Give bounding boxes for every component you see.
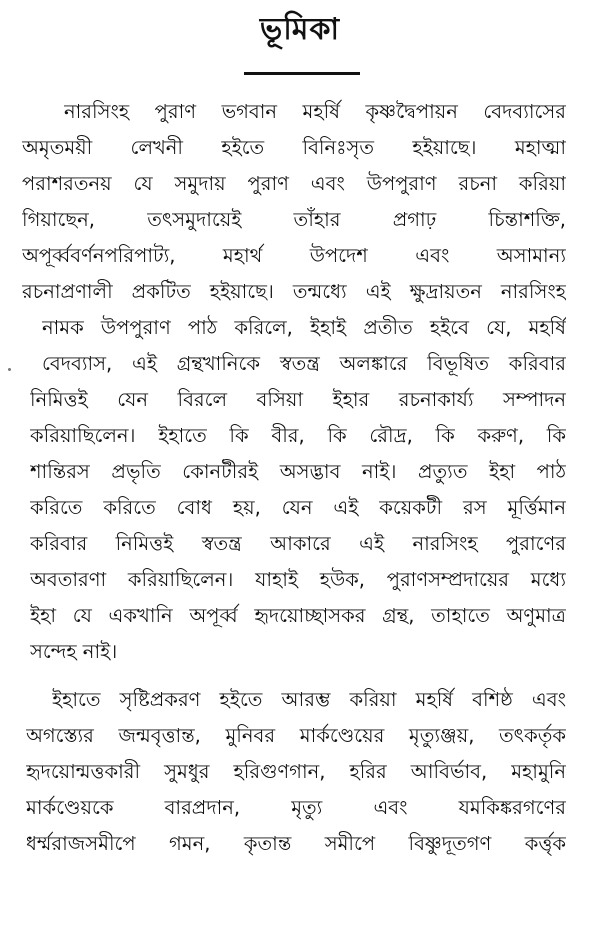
paragraph-2: [26, 682, 566, 862]
text-line: করিয়াছিলেন। ইহাতে কি বীর, কি রৌদ্র, কি করুণ, কি: [30, 424, 566, 447]
text-line: হৃদয়োন্মত্তকারী সুমধুর হরিগুণগান, হরির আবির্ভাব, মহামুনি: [26, 760, 566, 783]
text-line: করিতে করিতে বোধ হয়, যেন এই কয়েকটী রস মূর্ত্তিমান: [30, 496, 566, 519]
text-line: গিয়াছেন, তৎসমুদায়েই তাঁহার প্রগাঢ় চিন্তাশক্তি,: [22, 208, 566, 231]
text-line: সন্দেহ নাই।: [30, 640, 118, 663]
text-line: ধর্ম্মরাজসমীপে গমন, কৃতান্ত সমীপে বিষ্ণুদূতগণ কর্ত্তৃক: [26, 832, 566, 855]
text-line: মার্কণ্ডেয়কে বারপ্রদান, মৃত্যু এবং যমকিঙ্করগণের: [26, 796, 566, 819]
text-line: বেদব্যাস, এই গ্রন্থখানিকে স্বতন্ত্র অলঙ্কারে বিভূষিত করিবার: [42, 352, 566, 375]
text-line: রচনাপ্রণালী প্রকটিত হইয়াছে। তন্মধ্যে এই ক্ষুদ্রায়তন নারসিংহ: [22, 280, 566, 303]
page-title: ভূমিকা: [259, 12, 341, 47]
text-line: নামক উপপুরাণ পাঠ করিলে, ইহাই প্রতীত হইবে যে, মহর্ষি: [42, 316, 566, 339]
text-line: পরাশরতনয় যে সমুদায় পুরাণ এবং উপপুরাণ রচনা করিয়া: [22, 172, 566, 195]
body-text: [22, 94, 566, 862]
margin-speck: [8, 368, 11, 371]
text-line: শান্তিরস প্রভৃতি কোনটীরই অসদ্ভাব নাই। প্রত্যুত ইহা পাঠ: [30, 460, 566, 483]
text-line: অবতারণা করিয়াছিলেন। যাহাই হউক, পুরাণসম্প্রদায়ের মধ্যে: [30, 568, 566, 591]
text-line: ইহাতে সৃষ্টিপ্রকরণ হইতে আরম্ভ করিয়া মহর্ষি বশিষ্ঠ এবং: [52, 688, 566, 711]
title-underline: [244, 72, 360, 75]
text-line: অপূর্ব্ববর্ণনপরিপাট্য, মহার্থ উপদেশ এবং অসামান্য: [22, 244, 566, 267]
paragraph-1: [22, 94, 566, 670]
text-line: নারসিংহ পুরাণ ভগবান মহর্ষি কৃষ্ণদ্বৈপায়ন বেদব্যাসের: [64, 100, 566, 123]
text-line: অমৃতময়ী লেখনী হইতে বিনিঃসৃত হইয়াছে। মহাত্মা: [22, 136, 566, 159]
text-line: ইহা যে একখানি অপূর্ব্ব হৃদয়োচ্ছাসকর গ্রন্থ, তাহাতে অণুমাত্র: [30, 604, 566, 627]
text-line: করিবার নিমিত্তই স্বতন্ত্র আকারে এই নারসিংহ পুরাণের: [30, 532, 566, 555]
text-line: নিমিত্তই যেন বিরলে বসিয়া ইহার রচনাকার্য্য সম্পাদন: [30, 388, 566, 411]
text-line: অগস্ত্যের জন্মবৃত্তান্ত, মুনিবর মার্কণ্ডেয়ের মৃত্যুঞ্জয়, তৎকর্তৃক: [26, 724, 566, 747]
